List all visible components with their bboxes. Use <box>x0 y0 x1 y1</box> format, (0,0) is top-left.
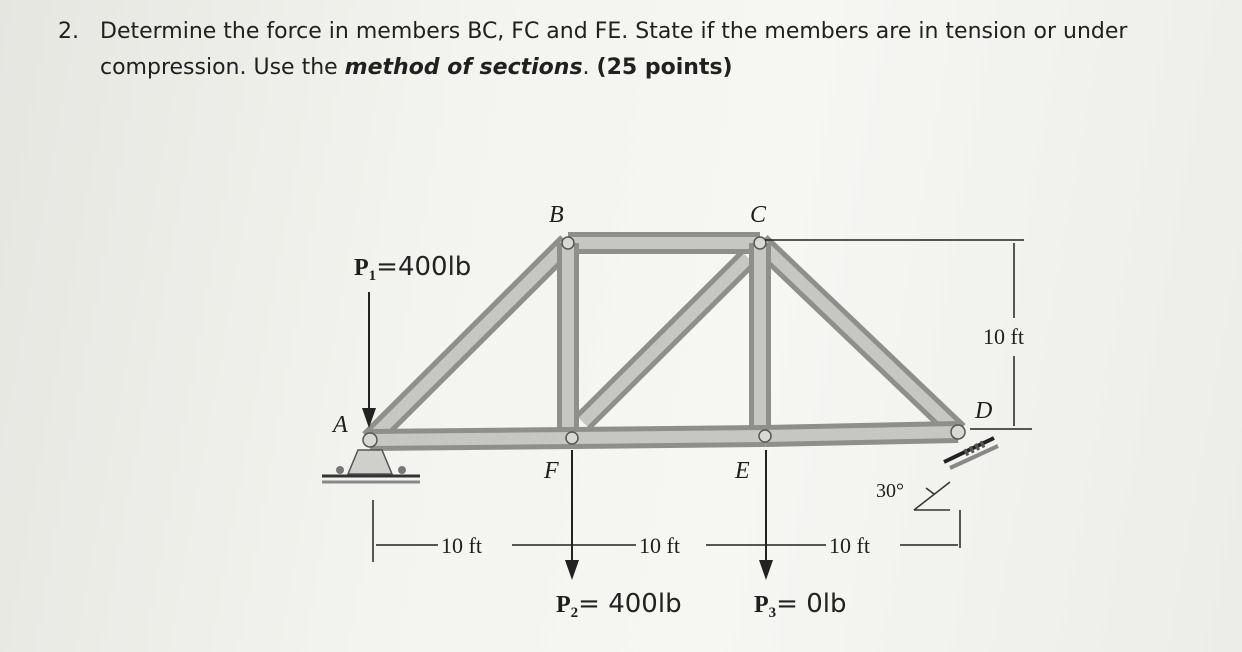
load-p2 <box>565 450 579 580</box>
angle-label: 30° <box>876 480 904 502</box>
load-p3-label <box>754 589 847 621</box>
problem-text-part1: Determine the force in members BC, FC and FE. State if the members are in tension or under compression. Use the <box>100 19 1128 80</box>
joint-label-d: D <box>975 398 993 424</box>
pin-c <box>754 237 766 249</box>
joint-label-b: B <box>549 202 564 228</box>
member-af-highlight <box>370 438 572 440</box>
p1-value: =400lb <box>376 252 472 282</box>
p3-symbol: P <box>754 592 769 618</box>
joint-label-c: C <box>750 202 767 228</box>
pin-b <box>562 237 574 249</box>
method-name: method of sections <box>344 55 583 80</box>
member-cd-highlight <box>760 243 958 432</box>
load-p2-label <box>556 589 682 621</box>
joint-label-a: A <box>333 412 348 438</box>
load-p1 <box>362 292 376 428</box>
p3-value: = 0lb <box>776 589 847 619</box>
joint-label-f: F <box>544 458 559 484</box>
member-ed-highlight <box>765 432 958 436</box>
load-p3 <box>759 450 773 580</box>
angle-indicator <box>914 482 950 510</box>
points-label: (25 points) <box>596 55 733 80</box>
pin-a <box>363 433 377 447</box>
span-label-2: 10 ft <box>639 533 680 558</box>
problem-text-part2: . <box>582 55 597 80</box>
load-p1-label <box>354 252 471 284</box>
span-label-3: 10 ft <box>829 533 870 558</box>
p1-subscript: 1 <box>368 268 377 284</box>
height-label: 10 ft <box>983 324 1024 349</box>
pin-d <box>951 425 965 439</box>
pin-e <box>759 430 771 442</box>
p2-symbol: P <box>556 592 571 618</box>
pin-support-a <box>322 450 420 482</box>
pin-f <box>566 432 578 444</box>
p1-symbol: P <box>354 255 369 281</box>
problem-number: 2. <box>58 19 79 44</box>
member-fc-highlight <box>583 258 748 422</box>
joint-label-e: E <box>735 458 750 484</box>
member-fe-highlight <box>572 436 765 438</box>
p3-subscript: 3 <box>768 605 777 621</box>
p2-value: = 400lb <box>578 589 682 619</box>
p2-subscript: 2 <box>570 605 579 621</box>
span-label-1: 10 ft <box>441 533 482 558</box>
